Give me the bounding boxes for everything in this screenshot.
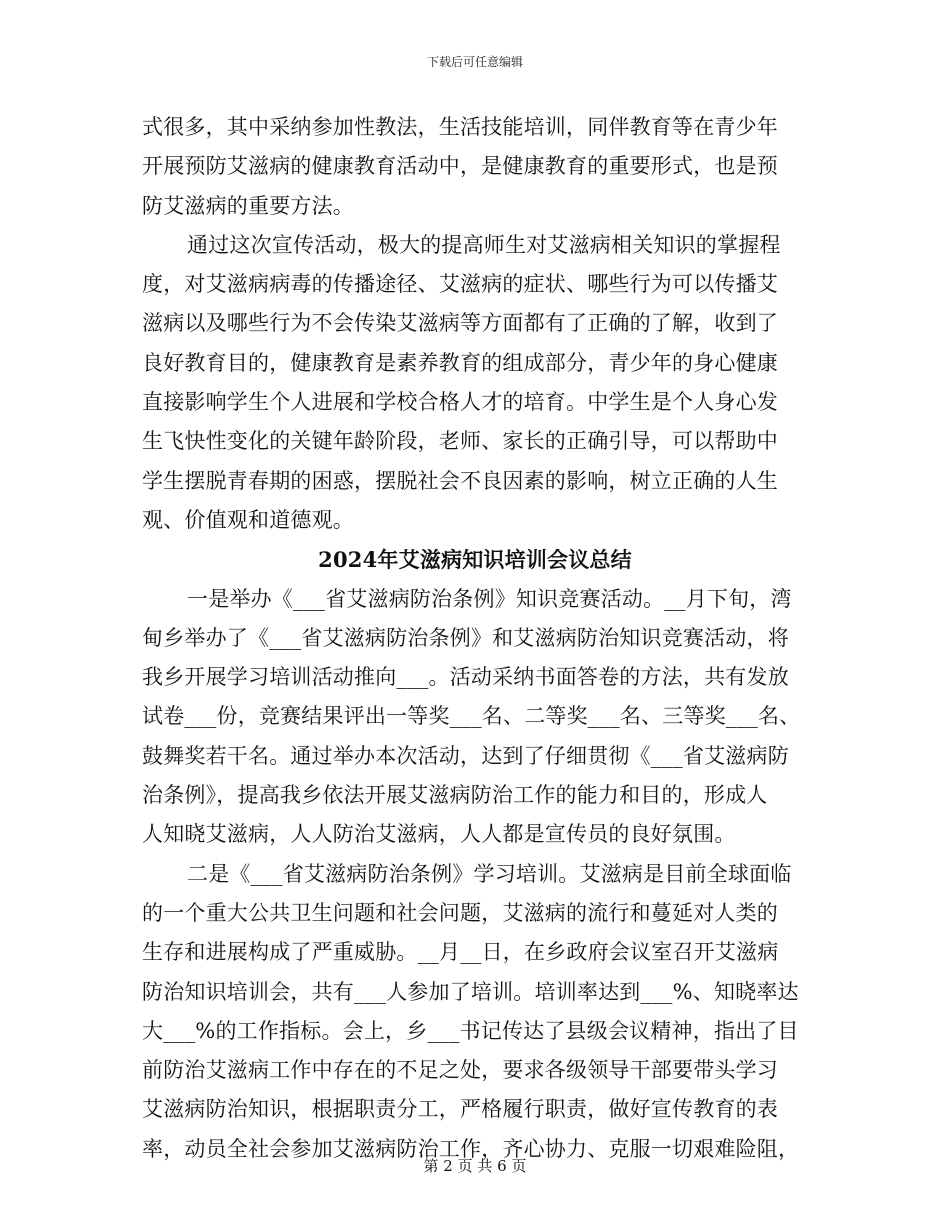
- paragraph-4-line-7: 艾滋病防治知识，根据职责分工，严格履行职责，做好宣传教育的表: [142, 1097, 778, 1122]
- paragraph-1-line-3: 防艾滋病的重要方法。: [142, 193, 354, 218]
- paragraph-3-line-6: 治条例》，提高我乡依法开展艾滋病防治工作的能力和目的，形成人: [142, 783, 768, 808]
- paragraph-3-line-1: 一是举办《___省艾滋病防治条例》知识竞赛活动。__月下旬，湾: [187, 586, 792, 611]
- paragraph-4-line-8: 率，动员全社会参加艾滋病防治工作，齐心协力、克服一切艰难险阻，: [142, 1136, 800, 1161]
- paragraph-4-line-3: 生存和进展构成了严重威胁。__月__日，在乡政府会议室召开艾滋病: [142, 940, 779, 965]
- paragraph-2-line-6: 生飞快性变化的关键年龄阶段，老师、家长的正确引导，可以帮助中: [142, 429, 778, 454]
- paragraph-2-line-7: 学生摆脱青春期的困惑，摆脱社会不良因素的影响，树立正确的人生: [142, 468, 778, 493]
- paragraph-1-line-2: 开展预防艾滋病的健康教育活动中，是健康教育的重要形式，也是预: [142, 154, 778, 179]
- paragraph-1-line-1: 式很多，其中采纳参加性教法，生活技能培训，同伴教育等在青少年: [142, 115, 778, 139]
- paragraph-2-line-1: 通过这次宣传活动，极大的提高师生对艾滋病相关知识的掌握程: [187, 232, 781, 257]
- paragraph-4-line-2: 的一个重大公共卫生问题和社会问题，艾滋病的流行和蔓延对人类的: [142, 900, 778, 925]
- paragraph-2-line-3: 滋病以及哪些行为不会传染艾滋病等方面都有了正确的了解，收到了: [142, 311, 778, 336]
- page-header: 下载后可任意编辑: [426, 55, 523, 69]
- paragraph-3-line-4: 试卷___份，竞赛结果评出一等奖___名、二等奖___名、三等奖___名、: [142, 704, 801, 729]
- page-number-footer: 第 2 页 共 6 页: [423, 1157, 527, 1175]
- paragraph-3-line-5: 鼓舞奖若干名。通过举办本次活动，达到了仔细贯彻《___省艾滋病防: [142, 743, 789, 768]
- paragraph-2-line-5: 直接影响学生个人进展和学校合格人才的培育。中学生是个人身心发: [142, 390, 778, 415]
- paragraph-3-line-3: 我乡开展学习培训活动推向___。活动采纳书面答卷的方法，共有发放: [142, 665, 789, 690]
- section-heading: 2024年艾滋病知识培训会议总结: [318, 547, 632, 573]
- paragraph-4-line-5: 大___%的工作指标。会上，乡___书记传达了县级会议精神，指出了目: [142, 1018, 799, 1043]
- paragraph-4-line-4: 防治知识培训会，共有___人参加了培训。培训率达到___%、知晓率达: [142, 979, 799, 1004]
- paragraph-2-line-4: 良好教育目的，健康教育是素养教育的组成部分，青少年的身心健康: [142, 350, 778, 375]
- paragraph-2-line-2: 度，对艾滋病病毒的传播途径、艾滋病的症状、哪些行为可以传播艾: [142, 272, 778, 297]
- document-body: [142, 108, 808, 1169]
- paragraph-3-line-7: 人知晓艾滋病，人人防治艾滋病，人人都是宣传员的良好氛围。: [142, 822, 736, 847]
- paragraph-2-line-8: 观、价值观和道德观。: [142, 507, 354, 532]
- paragraph-3-line-2: 甸乡举办了《___省艾滋病防治条例》和艾滋病防治知识竞赛活动，将: [142, 625, 789, 650]
- paragraph-4-line-1: 二是《___省艾滋病防治条例》学习培训。艾滋病是目前全球面临: [187, 861, 792, 886]
- paragraph-4-line-6: 前防治艾滋病工作中存在的不足之处，要求各级领导干部要带头学习: [142, 1058, 778, 1083]
